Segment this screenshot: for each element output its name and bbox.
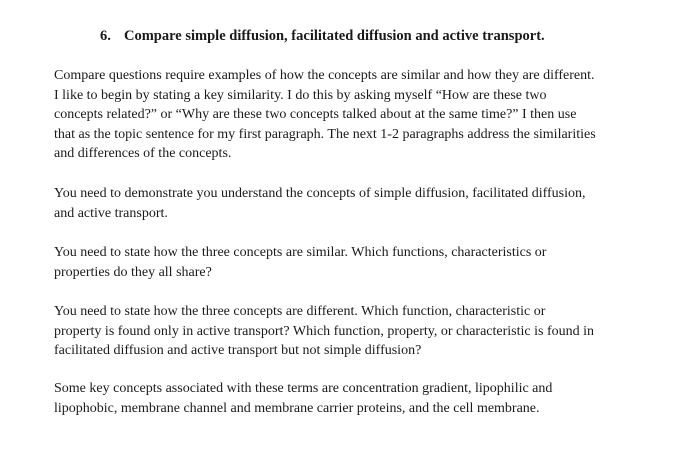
text-line: You need to state how the three concepts are different. Which function, characteristic or bbox=[54, 304, 546, 319]
text-line: and differences of the concepts. bbox=[54, 146, 232, 161]
question-title: Compare simple diffusion, facilitated diffusion and active transport. bbox=[124, 28, 545, 44]
paragraph-similarities bbox=[54, 243, 644, 282]
text-line: I like to begin by stating a key similarity. I do this by asking myself “How are these two bbox=[54, 87, 547, 103]
paragraph-key-concepts bbox=[54, 379, 644, 418]
text-line: You need to demonstrate you understand the concepts of simple diffusion, facilitated diffusion, bbox=[54, 186, 586, 201]
text-line: property is found only in active transport? Which function, property, or characteristic is found in bbox=[54, 323, 595, 339]
text-line: Some key concepts associated with these terms are concentration gradient, lipophilic and bbox=[54, 381, 553, 396]
text-line: Compare questions require examples of how the concepts are similar and how they are different. bbox=[54, 68, 595, 83]
paragraph-differences bbox=[54, 302, 644, 361]
question-number: 6. bbox=[100, 28, 111, 44]
text-line: facilitated diffusion and active transport but not simple diffusion? bbox=[54, 343, 422, 358]
paragraph-compare-approach bbox=[54, 66, 644, 164]
text-line: concepts related?” or “Why are these two concepts talked about at the same time?” I then use bbox=[54, 107, 577, 122]
text-line: and active transport. bbox=[54, 205, 168, 221]
text-line: that as the topic sentence for my first paragraph. The next 1-2 paragraphs address the similarities bbox=[54, 126, 596, 142]
text-line: You need to state how the three concepts are similar. Which functions, characteristics or bbox=[54, 245, 547, 260]
text-line: lipophobic, membrane channel and membrane carrier proteins, and the cell membrane. bbox=[54, 400, 540, 416]
question-heading bbox=[100, 28, 545, 45]
text-line: properties do they all share? bbox=[54, 264, 212, 280]
paragraph-demonstrate-understanding bbox=[54, 184, 644, 223]
